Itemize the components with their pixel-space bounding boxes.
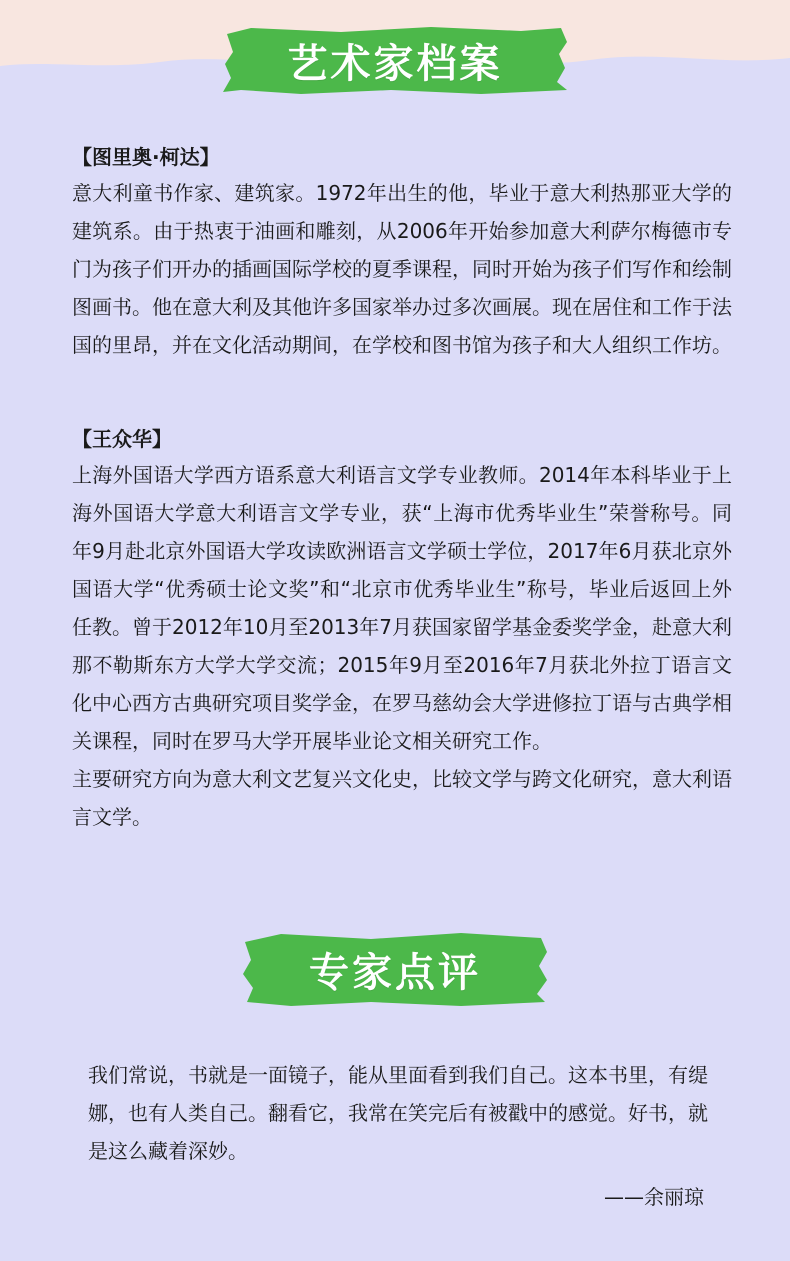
artist2-name: 【王众华】 [72,427,172,451]
artist2-research: 主要研究方向为意大利文艺复兴文化史，比较文学与跨文化研究，意大利语言文学。 [72,767,732,829]
artist1-name: 【图里奥·柯达】 [72,145,220,169]
expert-review-title: 专家点评 [309,949,481,996]
artist2-section [72,422,732,836]
artist2-bio: 上海外国语大学西方语系意大利语言文学专业教师。2014年本科毕业于上海外国语大学意大利语言文学专业，获“上海市优秀毕业生”荣誉称号。同年9月赴北京外国语大学攻读欧洲语言文学硕士学位，2017年6月获北京外国语大学“优秀硕士论文奖”和“北京市优秀毕业生”称号，毕业后返回上外任教。曾于2012年10月至2013年7月获国家留学基金委奖学金，赴意大利那不勒斯东方大学大学交流；2015年9月至2016年7月获北外拉丁语言文化中心西方古典研究项目奖学金，在罗马慈幼会大学进修拉丁语与古典学相关课程，同时在罗马大学开展毕业论文相关研究工作。 [72,463,732,753]
review-author: ——余丽琼 [604,1185,704,1209]
artist1-bio: 意大利童书作家、建筑家。1972年出生的他，毕业于意大利热那亚大学的建筑系。由于热衷于油画和雕刻，从2006年开始参加意大利萨尔梅德市专门为孩子们开办的插画国际学校的夏季课程，同时开始为孩子们写作和绘制图画书。他在意大利及其他许多国家举办过多次画展。现在居住和工作于法国的里昂，并在文化活动期间，在学校和图书馆为孩子和大人组织工作坊。 [72,181,732,357]
artist1-section [72,140,732,364]
expert-review-banner [241,930,549,1008]
review-text: 我们常说，书就是一面镜子，能从里面看到我们自己。这本书里，有缇娜，也有人类自己。翻看它，我常在笑完后有被戳中的感觉。好书，就是这么藏着深妙。 [88,1063,708,1163]
artist-profile-title: 艺术家档案 [287,40,503,87]
artist-profile-banner [221,24,569,96]
